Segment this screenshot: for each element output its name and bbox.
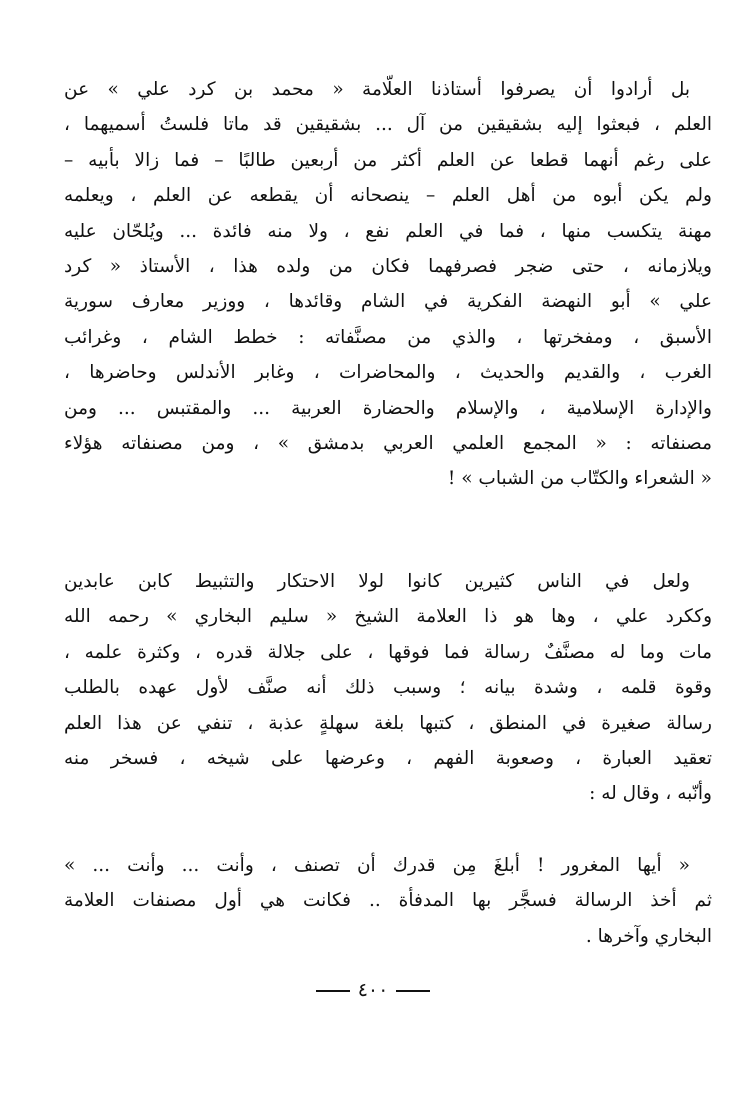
text-line: مصنفاته : « المجمع العلمي العربي بدمشق » ، ومن مصنفاته هؤلاء	[64, 433, 712, 455]
text-line: تعقيد العبارة ، وصعوبة الفهم ، وعرضها على شيخه ، فسخر منه	[64, 748, 712, 770]
text-line: علي » أبو النهضة الفكرية في الشام وقائدها ، ووزير معارف سورية	[64, 291, 712, 313]
text-line: رسالة صغيرة في المنطق ، كتبها بلغة سهلةٍ عذبة ، تنفي عن هذا العلم	[64, 712, 712, 734]
text-line: وأنّبه ، وقال له :	[589, 783, 712, 805]
footer-dash-right	[396, 990, 430, 992]
text-line: « الشعراء والكتّاب من الشباب » !	[447, 468, 712, 490]
text-line: العلم ، فبعثوا إليه بشقيقين من آل ... بشقيقين قد ماتا فلستُ أسميهما ،	[64, 114, 712, 136]
text-line: والإدارة الإسلامية ، والإسلام والحضارة العربية ... والمقتبس ... ومن	[64, 397, 712, 419]
text-line: ويلازمانه ، حتى ضجر فصرفهما فكان من ولده هذا ، الأستاذ « كرد	[64, 256, 712, 278]
footer-dash-left	[316, 990, 350, 992]
text-line: على رغم أنهما قطعا عن العلم أكثر من أربعين طالبًا – فما زالا بأبيه –	[64, 149, 712, 171]
text-line: الغرب ، والقديم والحديث ، والمحاضرات ، وغابر الأندلس وحاضرها ،	[64, 362, 712, 384]
paragraph-3	[64, 848, 712, 954]
paragraph-2	[64, 564, 712, 812]
text-line: ثم أخذ الرسالة فسجَّر بها المدفأة .. فكانت هي أول مصنفات العلامة	[64, 890, 712, 912]
text-line: مهنة يتكسب منها ، فما في العلم نفع ، ولا منه فائدة ... ويُلحّان عليه	[64, 220, 712, 242]
page-footer	[0, 975, 746, 1005]
page-number: ٤٠٠	[357, 979, 389, 1001]
text-line: وككرد علي ، وها هو ذا العلامة الشيخ « سليم البخاري » رحمه الله	[64, 606, 712, 628]
text-line: مات وما له مصنَّفٌ رسالة فما فوقها ، على جلالة قدره ، وكثرة علمه ،	[64, 641, 712, 663]
text-line: « أيها المغرور ! أبلغَ مِن قدرك أن تصنف ، وأنت ... وأنت ... »	[64, 855, 690, 876]
text-line: وقوة قلمه ، وشدة بيانه ؛ وسبب ذلك أنه صنَّف لأول عهده بالطلب	[64, 677, 712, 699]
text-line: بل أرادوا أن يصرفوا أستاذنا العلّامة « محمد بن كرد علي » عن	[64, 79, 690, 100]
text-line: الأسبق ، ومفخرتها ، والذي من مصنَّفاته : خطط الشام ، وغرائب	[64, 326, 712, 348]
text-line: ولعل في الناس كثيرين كانوا لولا الاحتكار والتثبيط كابن عابدين	[64, 571, 690, 592]
text-line: البخاري وآخرها .	[585, 925, 712, 947]
paragraph-1	[64, 72, 712, 497]
text-line: ولم يكن أبوه من أهل العلم – ينصحانه أن يقطعه عن العلم ، ويعلمه	[64, 185, 712, 207]
